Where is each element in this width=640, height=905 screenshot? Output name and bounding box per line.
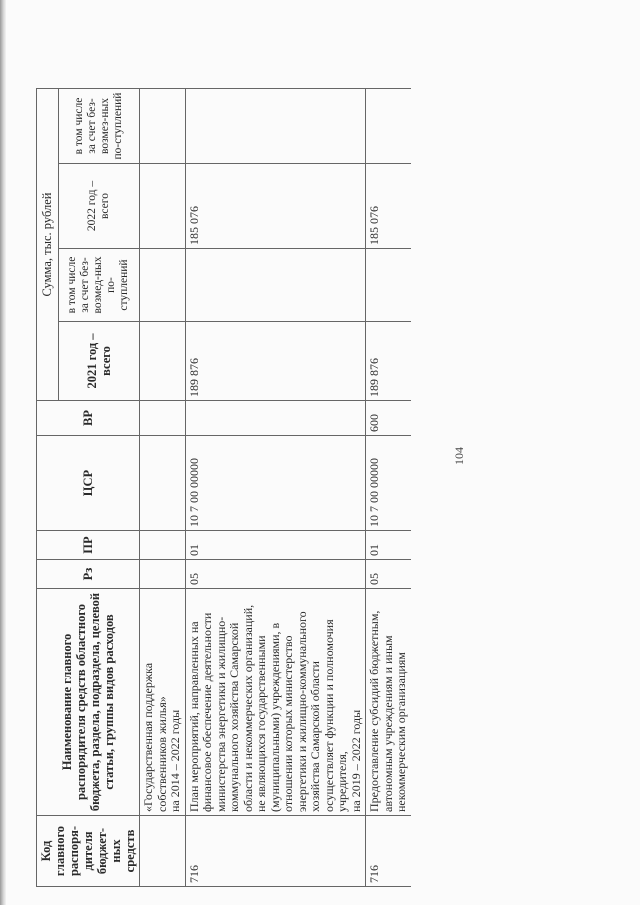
- cell-2021-total: 189 876: [185, 322, 366, 401]
- cell-name: Предоставление субсидий бюджетным, автономным учреждениям и иным некоммерческим организациям: [366, 589, 411, 816]
- cell-name: «Государственная поддержка собственников жилья» на 2014 – 2022 годы: [140, 589, 186, 816]
- header-kod: Код главного распоря-дителя бюджет-ных средств: [37, 816, 140, 887]
- header-row-1: [37, 89, 59, 887]
- header-csr: ЦСР: [37, 436, 140, 531]
- cell-vr: [185, 401, 366, 436]
- cell-vr: [140, 401, 186, 436]
- cell-kod: 716: [366, 816, 411, 887]
- cell-csr: 10 7 00 00000: [185, 436, 366, 531]
- cell-pr: [140, 531, 186, 560]
- cell-2022-free: [366, 89, 411, 164]
- cell-csr: [140, 436, 186, 531]
- cell-2021-total: 189 876: [366, 322, 411, 401]
- cell-rz: [140, 560, 186, 589]
- header-2021-total: 2021 год – всего: [58, 322, 139, 401]
- cell-2022-free: [140, 89, 186, 164]
- header-rz: Рз: [37, 560, 140, 589]
- header-2021-free: в том числе за счет без-возмед-ных по-ступлений: [58, 249, 139, 322]
- cell-2022-free: [185, 89, 366, 164]
- header-2022-free: в том числе за счет без-возмез-ных по-ступлений: [58, 89, 139, 164]
- header-pr: ПР: [37, 531, 140, 560]
- cell-name: План мероприятий, направленных на финансовое обеспечение деятельности министерства энергетики и жилищно-коммунального хозяйства Самарской области и некоммерческих организаций, не являющихся государственными (муниципальными) учреждениями, в отношении которых министерство энергетики и жилищно-коммунального хозяйства Самарской области осуществляет функции и полномочия учредителя, на 2019 – 2022 годы: [185, 589, 366, 816]
- cell-2021-total: [140, 322, 186, 401]
- table-row: [140, 89, 186, 887]
- cell-2022-total: [140, 164, 186, 249]
- cell-pr: 01: [185, 531, 366, 560]
- cell-2021-free: [366, 249, 411, 322]
- cell-rz: 05: [366, 560, 411, 589]
- header-2022-total: 2022 год – всего: [58, 164, 139, 249]
- cell-csr: 10 7 00 00000: [366, 436, 411, 531]
- page-number: 104: [452, 447, 466, 465]
- cell-2021-free: [185, 249, 366, 322]
- header-name: Наименование главного распорядителя средств областного бюджета, раздела, подраздела, целевой статьи, группы видов расходов: [37, 589, 140, 816]
- cell-pr: 01: [366, 531, 411, 560]
- cell-vr: 600: [366, 401, 411, 436]
- header-vr: ВР: [37, 401, 140, 436]
- table-row: [185, 89, 366, 887]
- cell-2022-total: 185 076: [185, 164, 366, 249]
- cell-kod: [140, 816, 186, 887]
- cell-kod: 716: [185, 816, 366, 887]
- table-row: [366, 89, 411, 887]
- budget-table: [36, 88, 411, 887]
- cell-rz: 05: [185, 560, 366, 589]
- cell-2021-free: [140, 249, 186, 322]
- cell-2022-total: 185 076: [366, 164, 411, 249]
- header-sum-group: Сумма, тыс. рублей: [37, 89, 59, 401]
